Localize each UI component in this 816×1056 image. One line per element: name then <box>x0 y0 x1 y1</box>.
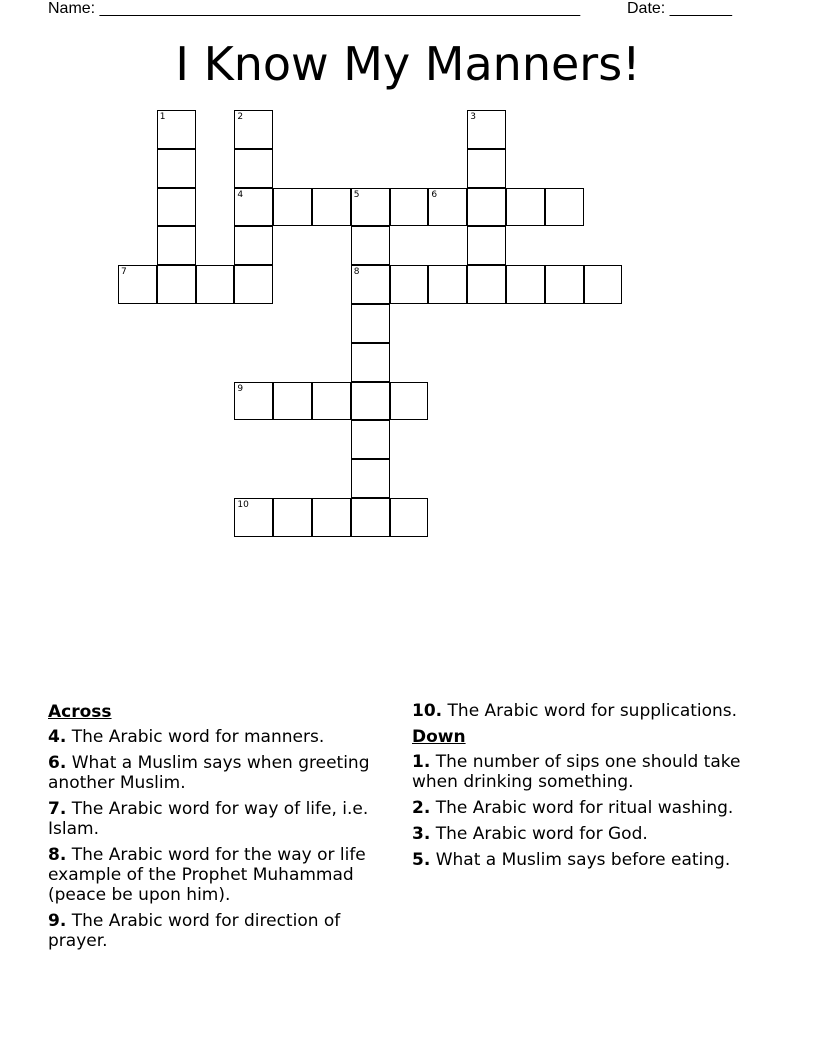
grid-cell[interactable] <box>234 149 273 188</box>
down-clue-1 <box>412 752 747 792</box>
down-clue-3 <box>412 824 747 844</box>
clue-number: 6. <box>48 753 67 773</box>
grid-cell[interactable] <box>467 149 506 188</box>
grid-cell[interactable] <box>273 188 312 227</box>
grid-cell[interactable] <box>506 265 545 304</box>
clues-left-column <box>48 701 383 957</box>
grid-cell[interactable] <box>234 110 273 149</box>
clue-text: The Arabic word for supplications. <box>447 701 738 721</box>
clue-text: What a Muslim says before eating. <box>435 850 731 870</box>
grid-cell[interactable] <box>157 149 196 188</box>
grid-cell[interactable] <box>157 110 196 149</box>
grid-cell[interactable] <box>234 265 273 304</box>
across-clue-8 <box>48 845 383 905</box>
down-heading: Down <box>412 727 466 747</box>
clue-text: The number of sips one should take when drinking something. <box>412 752 741 792</box>
grid-cell[interactable] <box>351 343 390 382</box>
across-clue-6 <box>48 753 383 793</box>
cell-number: 3 <box>470 112 476 122</box>
grid-cell[interactable] <box>390 188 429 227</box>
grid-cell[interactable] <box>545 265 584 304</box>
clue-number: 9. <box>48 911 67 931</box>
grid-cell[interactable] <box>428 188 467 227</box>
grid-cell[interactable] <box>312 188 351 227</box>
clue-text: The Arabic word for ritual washing. <box>435 798 734 818</box>
grid-cell[interactable] <box>234 226 273 265</box>
grid-cell[interactable] <box>157 265 196 304</box>
grid-cell[interactable] <box>234 188 273 227</box>
grid-cell[interactable] <box>351 226 390 265</box>
grid-cell[interactable] <box>351 498 390 537</box>
clue-number: 7. <box>48 799 67 819</box>
cell-number: 5 <box>353 189 360 200</box>
clue-number: 2. <box>412 798 431 818</box>
cell-number: 2 <box>237 112 244 122</box>
across-clue-9 <box>48 911 383 951</box>
down-clue-2 <box>412 798 747 818</box>
clue-text: The Arabic word for manners. <box>71 727 325 747</box>
grid-cell[interactable] <box>467 188 506 227</box>
cell-number: 4 <box>237 189 244 200</box>
clue-text: The Arabic word for direction of prayer. <box>48 911 341 951</box>
cell-number: 10 <box>237 500 249 510</box>
grid-cell[interactable] <box>351 304 390 343</box>
date-field: Date: _______ <box>627 0 732 17</box>
grid-cell[interactable] <box>351 420 390 459</box>
grid-cell[interactable] <box>273 498 312 537</box>
across-clue-7 <box>48 799 383 839</box>
grid-cell[interactable] <box>390 382 429 421</box>
cell-number: 8 <box>353 267 360 278</box>
clue-text: What a Muslim says when greeting another Muslim. <box>48 753 370 793</box>
clue-text: The Arabic word for God. <box>435 824 648 844</box>
cell-number: 7 <box>121 267 127 278</box>
clue-text: The Arabic word for the way or life example of the Prophet Muhammad (peace be upon him). <box>48 845 366 905</box>
grid-cell[interactable] <box>506 188 545 227</box>
cell-number: 1 <box>159 112 166 122</box>
clue-number: 4. <box>48 727 67 747</box>
clue-number: 5. <box>412 850 431 870</box>
page-title: I Know My Manners! <box>175 37 641 91</box>
grid-cell[interactable] <box>157 226 196 265</box>
grid-cell[interactable] <box>312 498 351 537</box>
grid-cell[interactable] <box>234 382 273 421</box>
grid-cell[interactable] <box>351 382 390 421</box>
grid-cell[interactable] <box>118 265 157 304</box>
grid-cell[interactable] <box>351 188 390 227</box>
cell-number: 9 <box>237 383 244 394</box>
cell-number: 6 <box>431 189 438 200</box>
clue-number: 10. <box>412 701 443 721</box>
clue-number: 8. <box>48 845 67 865</box>
grid-cell[interactable] <box>390 498 429 537</box>
grid-cell[interactable] <box>467 110 506 149</box>
grid-cell[interactable] <box>234 498 273 537</box>
grid-cell[interactable] <box>584 265 623 304</box>
across-heading: Across <box>48 702 112 722</box>
grid-cell[interactable] <box>390 265 429 304</box>
down-clue-5 <box>412 850 747 870</box>
grid-cell[interactable] <box>312 382 351 421</box>
grid-cell[interactable] <box>467 226 506 265</box>
grid-cell[interactable] <box>351 265 390 304</box>
grid-cell[interactable] <box>467 265 506 304</box>
name-field: Name: ______________________________________________________ <box>48 0 581 17</box>
clues-right-column <box>412 701 747 876</box>
across-clue-10 <box>412 701 747 721</box>
grid-cell[interactable] <box>351 459 390 498</box>
across-clue-4 <box>48 727 383 747</box>
grid-cell[interactable] <box>428 265 467 304</box>
grid-cell[interactable] <box>196 265 235 304</box>
clue-text: The Arabic word for way of life, i.e. Islam. <box>48 799 369 839</box>
clue-number: 3. <box>412 824 431 844</box>
grid-cell[interactable] <box>545 188 584 227</box>
grid-cell[interactable] <box>157 188 196 227</box>
grid-cell[interactable] <box>273 382 312 421</box>
clue-number: 1. <box>412 752 431 772</box>
